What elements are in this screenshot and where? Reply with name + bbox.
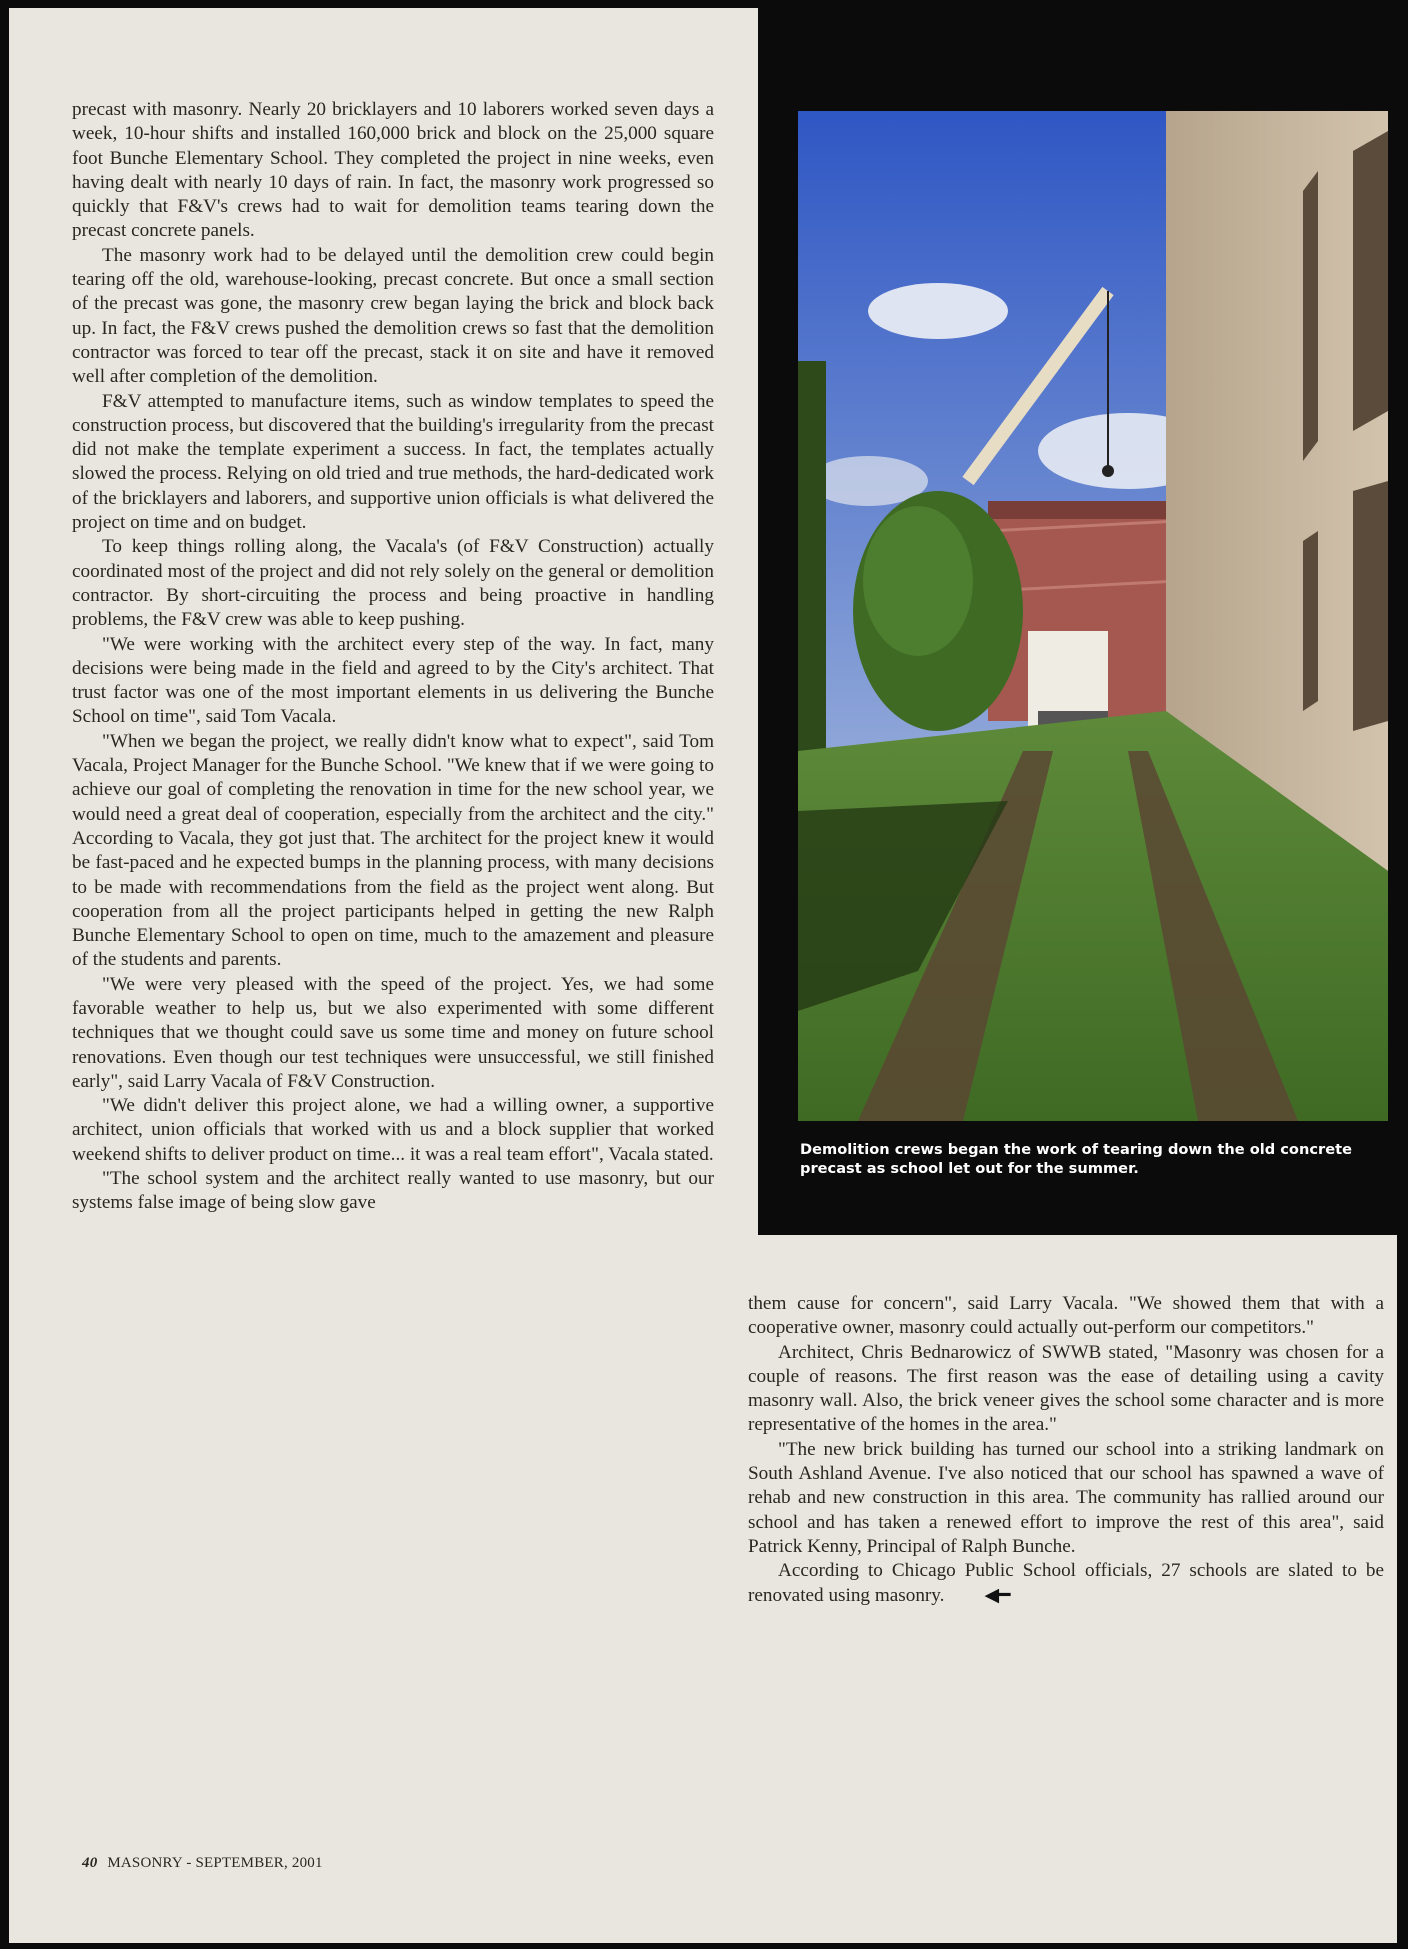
end-of-article-arrow-icon: ◀━ [984,1584,1011,1606]
paragraph [748,1559,1384,1608]
article-right-column [748,1292,1384,1608]
paragraph: precast with masonry. Nearly 20 bricklayers and 10 laborers worked seven days a week, 10-hour shifts and installed 160,000 brick and block on the 25,000 square foot Bunche Elementary School. They completed the project in nine weeks, even having dealt with nearly 10 days of rain. In fact, the masonry work progressed so quickly that F&V's crews had to wait for demolition teams tearing down the precast concrete panels. [72,99,714,242]
paragraph: them cause for concern", said Larry Vacala. "We showed them that with a cooperative owner, masonry could actually out-perform our competitors." [748,1293,1384,1339]
paragraph: F&V attempted to manufacture items, such as window templates to speed the construction process, but discovered that the building's irregularity from the precast did not make the template experiment a success. In fact, the templates actually slowed the process. Relying on old tried and true methods, the hard-dedicated work of the bricklayers and laborers, and supportive union officials is what delivered the project on time and on budget. [72,390,714,534]
publication-line: MASONRY - SEPTEMBER, 2001 [107,1855,323,1871]
page-number: 40 [82,1855,98,1871]
paragraph: "The school system and the architect really wanted to use masonry, but our systems false image of being slow gave [72,1168,714,1214]
page-footer [82,1855,323,1872]
photo-caption: Demolition crews began the work of tearing down the old concrete precast as school let out for the summer. [800,1141,1352,1177]
paragraph-text: According to Chicago Public School officials, 27 schools are slated to be renovated using masonry. [748,1560,1384,1606]
paragraph: The masonry work had to be delayed until the demolition crew could begin tearing off the old, warehouse-looking, precast concrete. But once a small section of the precast was gone, the masonry crew began laying the brick and block back up. In fact, the F&V crews pushed the demolition crews so fast that the demolition contractor was forced to tear off the precast, stack it on site and have it removed well after completion of the demolition. [72,244,714,388]
photo-panel [758,8,1408,1235]
demolition-site-photo [798,111,1388,1121]
paragraph: "We didn't deliver this project alone, we had a willing owner, a supportive architect, union officials that worked with us and a block supplier that worked weekend shifts to deliver product on time... it was a real team effort", Vacala stated. [72,1095,714,1165]
paragraph: Architect, Chris Bednarowicz of SWWB stated, "Masonry was chosen for a couple of reasons. The first reason was the ease of detailing using a cavity masonry wall. Also, the brick veneer gives the school some character and is more representative of the homes in the area." [748,1341,1384,1436]
paragraph: "The new brick building has turned our school into a striking landmark on South Ashland Avenue. I've also noticed that our school has spawned a wave of rehab and new construction in this area. The community has rallied around our school and has taken a renewed effort to improve the rest of this area", said Patrick Kenny, Principal of Ralph Bunche. [748,1438,1384,1557]
paragraph: To keep things rolling along, the Vacala's (of F&V Construction) actually coordinated most of the project and did not rely solely on the general or demolition contractor. By short-circuiting the process and being proactive in handling problems, the F&V crew was able to keep pushing. [72,536,714,631]
paragraph: "When we began the project, we really didn't know what to expect", said Tom Vacala, Project Manager for the Bunche School. "We knew that if we were going to achieve our goal of completing the renovation in time for the new school year, we would need a great deal of cooperation, especially from the architect and the city." According to Vacala, they got just that. The architect for the project knew it would be fast-paced and he expected bumps in the planning process, with many decisions to be made with recommendations from the field as the project went along. But cooperation from all the project participants helped in getting the new Ralph Bunche Elementary School to open on time, much to the amazement and pleasure of the students and parents. [72,730,714,971]
paragraph: "We were working with the architect every step of the way. In fact, many decisions were being made in the field and agreed to by the City's architect. That trust factor was one of the most important elements in us delivering the Bunche School on time", said Tom Vacala. [72,633,714,728]
photo-illustration [798,111,1388,1121]
article-left-column [72,98,714,1216]
paragraph: "We were very pleased with the speed of the project. Yes, we had some favorable weather to help us, but we also experimented with some different techniques that we thought could save us some time and money on future school renovations. Even though our test techniques were unsuccessful, we still finished early", said Larry Vacala of F&V Construction. [72,973,714,1092]
